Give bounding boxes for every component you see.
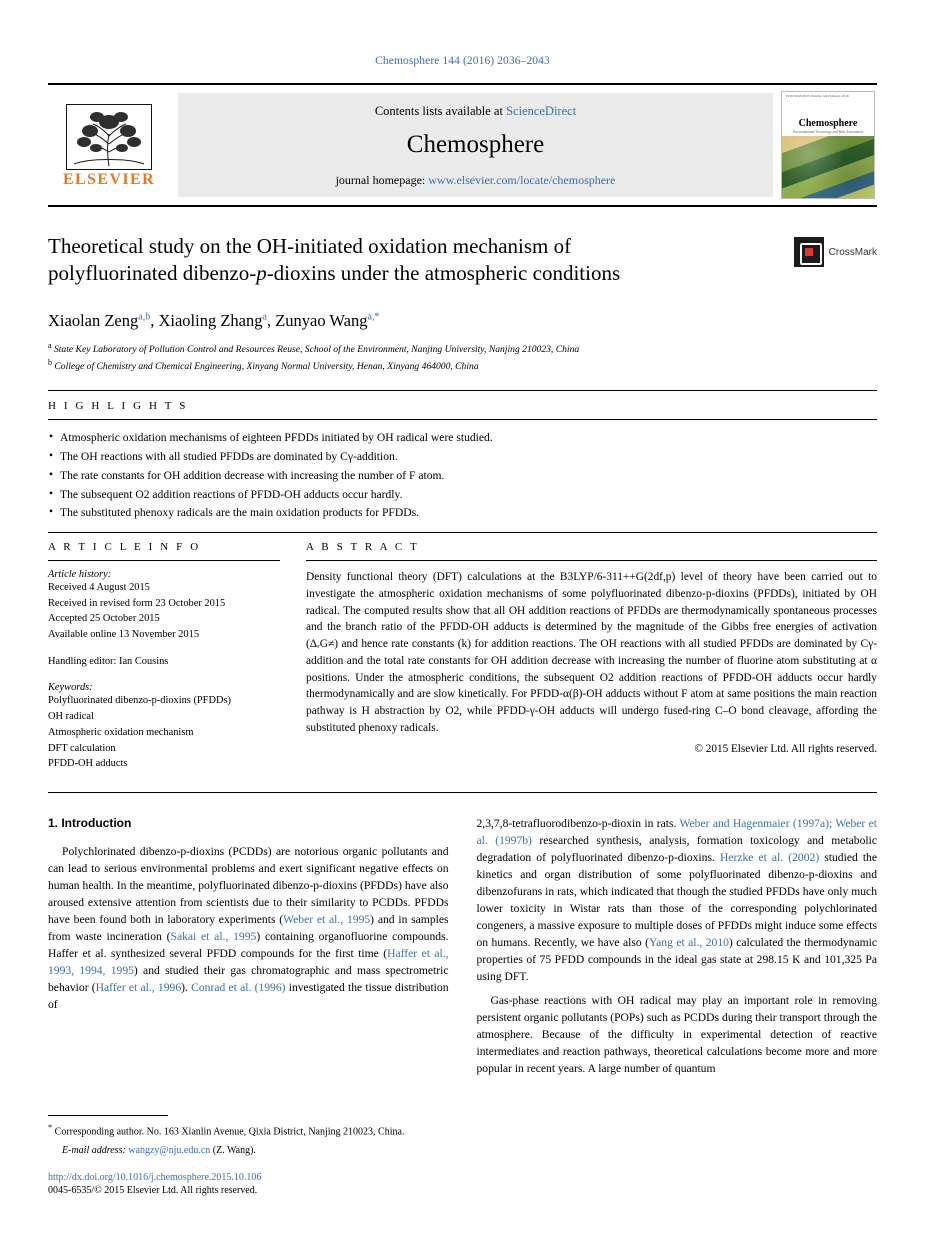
issn-copyright: 0045-6535/© 2015 Elsevier Ltd. All rights reserved. <box>48 1185 258 1196</box>
citation-link[interactable]: Weber et al., 1995 <box>283 912 371 926</box>
paragraph-text: ) containing organofluorine compounds. Haffer et al. synthesized several PFDD compounds for the first time ( <box>48 929 449 961</box>
paragraph-text: researched synthesis, analysis, formation toxicology and metabolic degradation of polyfluorinated dibenzo-p-dioxins. <box>476 834 877 865</box>
author-affiliation-marker: a,b <box>138 311 151 323</box>
section-title: 1. Introduction <box>48 816 132 831</box>
title-line-2a: polyfluorinated dibenzo- <box>48 260 257 285</box>
affiliation-item <box>48 357 877 374</box>
info-abstract-section <box>48 532 877 772</box>
cover-title: Chemosphere <box>798 118 858 129</box>
affiliation-text: College of Chemistry and Chemical Engineering, Xinyang Normal University, Henan, Xinyang 464000, China <box>54 361 479 373</box>
journal-banner <box>178 93 773 197</box>
paragraph-text: studied the kinetics and organ distribution of some polyfluorinated dibenzo-p-dioxins and dibenzofurans in rats, which indicated that though the studied PFDDs have only much lower toxicity in Wistar rats than those of the corresponding polychlorinated congeners, a massive exposure to multiple doses of PFDDs might induce some effects on humans. Recently, we have also ( <box>476 851 877 950</box>
history-item: Accepted 25 October 2015 <box>48 613 160 625</box>
email-label: E-mail address: <box>62 1145 126 1156</box>
homepage-prefix: journal homepage: <box>335 173 426 187</box>
citation-link[interactable]: Yang et al., 2010 <box>648 936 729 950</box>
abstract-rule <box>306 560 877 561</box>
abstract-column <box>306 541 877 772</box>
doi-link[interactable]: http://dx.doi.org/10.1016/j.chemosphere.2015.10.106 <box>48 1172 262 1183</box>
crossmark-label: CrossMark <box>828 246 877 258</box>
title-line-2b: -dioxins under the atmospheric conditions <box>266 260 621 285</box>
list-item: • The rate constants for OH addition decrease with increasing the number of F atom. <box>48 467 877 486</box>
corresponding-author-note <box>48 1122 458 1139</box>
paragraph-text: Polychlorinated dibenzo-p-dioxins (PCDDs) are notorious organic pollutants and can lead to serious environmental problems and exert significant negative effects on human health. In the meantime, polyfluorinated dibenzo-p-dioxins (PFDDs) have also aroused extensive attention from scientists due to their similarity to PCDDs. PFDDs have been found both in laboratory experiments ( <box>48 844 449 926</box>
history-item: Available online 13 November 2015 <box>48 628 200 640</box>
paragraph-text: investigated the tissue distribution of <box>48 981 449 1012</box>
history-item: Received in revised form 23 October 2015 <box>48 597 226 609</box>
corresponding-marker: * <box>48 1122 53 1132</box>
contents-line <box>375 104 576 119</box>
homepage-line <box>336 173 616 188</box>
article-info-column <box>48 541 280 772</box>
page-footer <box>48 1101 458 1196</box>
abstract-text: Density functional theory (DFT) calculations at the B3LYP/6-311++G(2df,p) level of theory have been carried out to investigate the atmospheric oxidation mechanisms of some polyfluorinated dibenzo-p-dioxins (PFDDs), initiated by OH radical. The computed results show that all OH addition reactions of PFDDs are thermodynamically spontaneous processes and the branch ratio of the PFDD-OH adducts is determined by the magnitude of the Gibbs free energies of activation (ΔᵣG≠) and hence rate constants (k) for addition reactions. The OH reactions with all studied PFDDs are dominated by Cγ-addition and the total rate constants for OH addition decrease with increasing the number of fluorine atom substituting at α positions. Under the atmospheric conditions, the subsequent O2 addition reactions of PFDD-OH adducts occur hardly thermodynamically and are slow kinetically. For PFDD-α(β)-OH adducts without F atom at same positions the main reaction pathway is H abstraction by O2, while PFDD-γ-OH adducts will undergo fused-ring C–O bond cleavage, affording the substituted phenoxy radicals. <box>306 571 877 734</box>
cover-subtitle: Environmental Toxicology and Risk Assessment <box>793 130 863 134</box>
elsevier-tree-icon <box>66 104 152 170</box>
keyword-item: OH radical <box>48 710 94 722</box>
citation-link[interactable]: Conrad et al. (1996) <box>191 981 286 995</box>
list-item: • Atmospheric oxidation mechanisms of eighteen PFDDs initiated by OH radical were studied. <box>48 429 877 448</box>
affiliation-marker: a <box>48 341 52 350</box>
title-italic-p: p <box>256 260 267 285</box>
author-affiliation-marker: a,* <box>367 311 380 323</box>
affiliations <box>48 340 877 374</box>
affiliation-item <box>48 340 877 357</box>
keyword-item: Atmospheric oxidation mechanism <box>48 726 194 738</box>
crossmark-icon <box>794 237 824 267</box>
list-item: • The subsequent O2 addition reactions of PFDD-OH adducts occur hardly. <box>48 486 877 505</box>
keyword-item: PFDD-OH adducts <box>48 758 128 770</box>
elsevier-logo <box>48 85 170 205</box>
keyword-item: Polyfluorinated dibenzo-p-dioxins (PFDDs) <box>48 695 231 707</box>
paragraph <box>477 992 878 1077</box>
paragraph <box>477 815 878 985</box>
crossmark-badge[interactable] <box>794 237 877 267</box>
list-item: • The substituted phenoxy radicals are the main oxidation products for PFDDs. <box>48 504 877 523</box>
body-column-left <box>48 815 449 1076</box>
affiliation-text: State Key Laboratory of Pollution Control and Resources Reuse, School of the Environment, Nanjing University, Nanjing 210023, China <box>53 344 580 356</box>
email-owner: (Z. Wang). <box>212 1145 256 1156</box>
journal-masthead <box>48 83 877 207</box>
history-title: Article history: <box>48 569 112 581</box>
email-note <box>48 1143 458 1158</box>
abstract-heading: A B S T R A C T <box>306 541 420 554</box>
journal-reference: Chemosphere 144 (2016) 2036–2043 <box>375 55 550 67</box>
author-name[interactable]: Zunyao Wang <box>275 311 368 330</box>
paragraph <box>48 843 449 1013</box>
cover-top-text: ISSN 0045-6535 Volume 144 February 2016 <box>786 94 849 98</box>
body-columns <box>48 815 877 1076</box>
journal-title: Chemosphere <box>406 131 545 158</box>
highlights-list <box>48 420 877 532</box>
paragraph-text: ) and studied their gas chromatographic and mass spectrometric behavior ( <box>48 964 449 995</box>
paragraph-text: ) and in samples from waste incineration ( <box>48 912 449 943</box>
email-link[interactable]: wangzy@nju.edu.cn <box>128 1145 211 1156</box>
cover-image <box>782 136 874 198</box>
handling-editor: Handling editor: Ian Cousins <box>48 655 169 667</box>
author-affiliation-marker: a <box>262 311 267 323</box>
citation-link[interactable]: Herzke et al. (2002) <box>719 851 820 865</box>
history-item: Received 4 August 2015 <box>48 582 150 594</box>
affiliation-marker: b <box>48 358 52 368</box>
body-column-right <box>477 815 878 1076</box>
citation-link[interactable]: Sakai et al., 1995 <box>170 929 257 943</box>
journal-cover-thumbnail <box>781 91 875 199</box>
sciencedirect-link[interactable]: ScienceDirect <box>506 104 577 118</box>
citation-link[interactable]: Haffer et al., 1993, 1994, 1995 <box>48 947 449 978</box>
page-title <box>48 233 767 287</box>
citation-link[interactable]: Haffer et al., 1996 <box>95 981 182 995</box>
elsevier-wordmark: ELSEVIER <box>62 170 156 188</box>
copyright-line: © 2015 Elsevier Ltd. All rights reserved. <box>694 742 877 755</box>
keyword-item: DFT calculation <box>48 742 116 754</box>
paragraph-text: 2,3,7,8-tetrafluorodibenzo-p-dioxin in rats. <box>476 817 680 831</box>
body-top-rule <box>48 792 877 793</box>
article-info-rule <box>48 560 280 561</box>
title-block <box>48 233 877 295</box>
author-name[interactable]: Xiaolan Zeng <box>48 311 139 330</box>
author-name[interactable]: Xiaoling Zhang <box>158 311 263 330</box>
paragraph-text: ). <box>181 981 192 995</box>
corresponding-text: Corresponding author. No. 163 Xianlin Avenue, Qixia District, Nanjing 210023, China. <box>54 1126 405 1137</box>
footnote-rule <box>48 1115 168 1116</box>
list-item: • The OH reactions with all studied PFDDs are dominated by Cγ-addition. <box>48 448 877 467</box>
article-info-heading: A R T I C L E I N F O <box>48 541 201 554</box>
contents-prefix: Contents lists available at <box>374 104 503 118</box>
citation-link[interactable]: Weber and Hagenmaier (1997a); Weber et al. (1997b) <box>476 817 877 848</box>
highlights-heading: H I G H L I G H T S <box>48 400 188 413</box>
title-line-1: Theoretical study on the OH-initiated oxidation mechanism of <box>48 234 572 258</box>
paragraph-text: ) calculated the thermodynamic properties of 75 PFDD compounds in the ideal gas state at 298.15 K and 101,325 Pa using DFT. <box>476 936 877 984</box>
homepage-link[interactable]: www.elsevier.com/locate/chemosphere <box>428 173 616 187</box>
paragraph-text: Gas-phase reactions with OH radical may play an important role in removing persistent organic pollutants (POPs) such as PCDDs during their transport through the atmosphere. Because of the difficulty in experimental detection of reactive intermediates and reaction pathways, theoretical calculations become more and more popular in recent years. A large number of quantum <box>476 993 877 1075</box>
keywords-title: Keywords: <box>48 682 93 694</box>
author-list: Xiaolan Zeng$^{a,b}$, Xiaoling Zhang$^a$, Zunyao Wang$^{a,*}$ <box>48 311 380 330</box>
